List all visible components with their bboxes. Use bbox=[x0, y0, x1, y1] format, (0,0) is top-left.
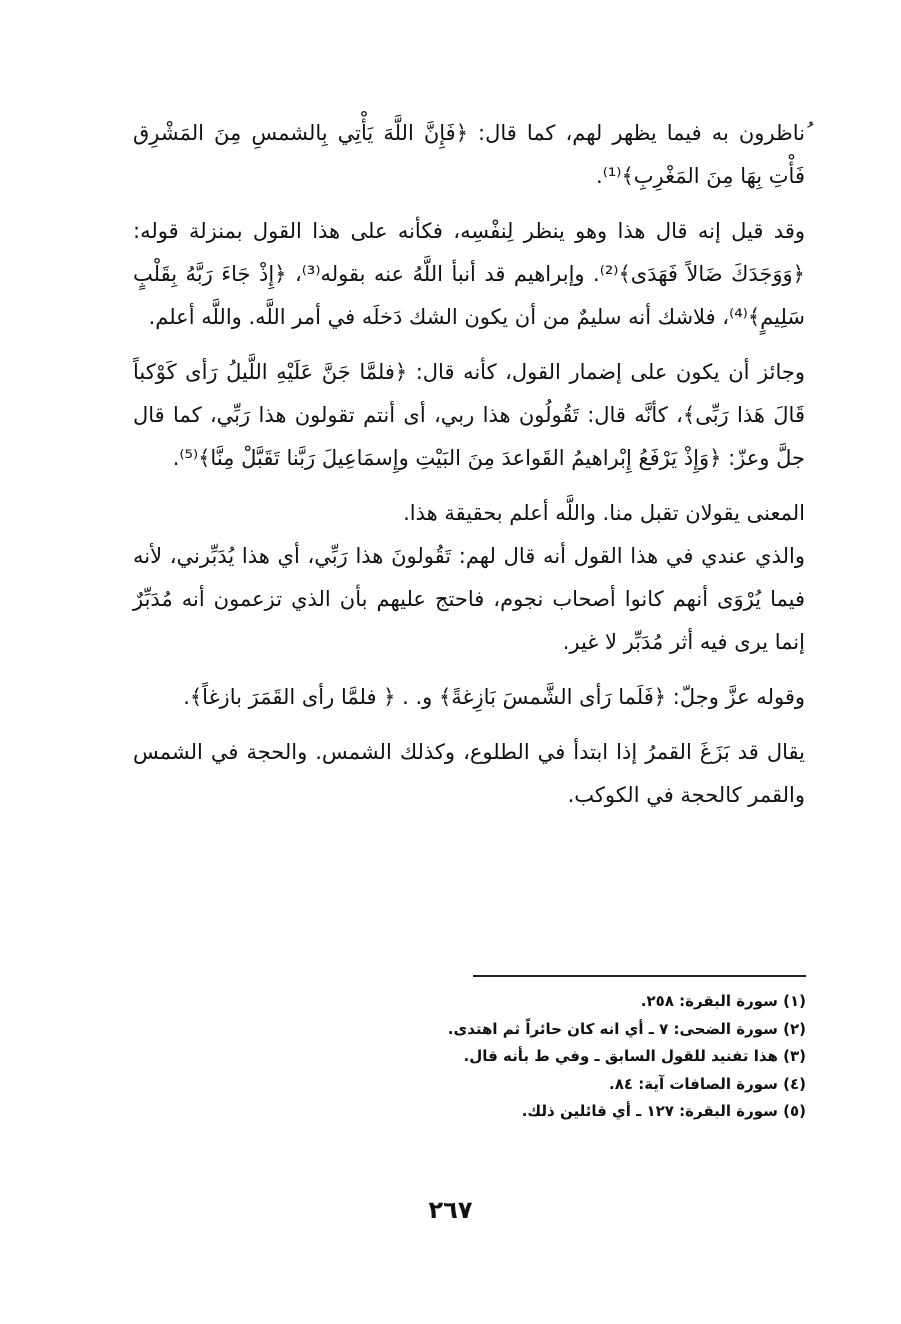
paragraph-1: ُناظرون به فيما يظهر لهم، كما قال: ﴿فَإِنَّ اللَّهَ يَأْتِي بِالشمسِ مِنَ المَشْرِق فَأْتِ بِهَا مِنَ المَغْرِبِ﴾⁽¹⁾. bbox=[133, 121, 805, 188]
paragraph-4: المعنى يقولان تقبل منا. واللَّه أعلم بحقيقة هذا. bbox=[403, 501, 805, 525]
paragraph-7: يقال قد بَزَغَ القمرُ إذا ابتدأ في الطلوع، وكذلك الشمس. والحجة في الشمس والقمر كالحجة في الكوكب. bbox=[133, 740, 805, 807]
paragraph-6: وقوله عزَّ وجلّ: ﴿فَلَما رَأى الشَّمسَ بَازِغةً﴾ و. . ﴿ فلمَّا رأى القَمَرَ بازغاً﴾. bbox=[183, 685, 805, 709]
paragraph-2: وقد قيل إنه قال هذا وهو ينظر لِنفْسِه، فكأنه على هذا القول بمنزلة قوله: ﴿وَوَجَدَكَ ضَالاً فَهَدَى﴾⁽²⁾. وإبراهيم قد أنبأ اللَّهُ عنه بقوله⁽³⁾، ﴿إِذْ جَاءَ رَبَّهُ بِقَلْبٍ سَلِيمٍ﴾⁽⁴⁾، فلاشك أنه سليمٌ من أن يكون الشك دَخلَه في أمر اللَّه. واللَّه أعلم. bbox=[133, 219, 805, 329]
page-number: ٢٦٧ bbox=[428, 1196, 473, 1224]
footnote-divider bbox=[473, 975, 806, 977]
paragraph-3: وجائز أن يكون على إضمار القول، كأنه قال: ﴿فلمَّا جَنَّ عَلَيْهِ اللَّيلُ رَأى كَوْكباً قَالَ هَذا رَبِّى﴾، كأنَّه قال: تَقُولُون هذا ربي، أى أنتم تقولون هذا رَبِّي، كما قال جلَّ وعزّ: ﴿وَإِذْ يَرْفَعُ إِبْراهيمُ القَواعدَ مِنَ البَيْتِ وإِسمَاعِيلَ رَبَّنا تَقَبَّلْ مِنَّا﴾⁽⁵⁾. bbox=[133, 360, 805, 470]
footnote-3: (٣) هذا تفنيد للقول السابق ـ وفي ط بأنه قال. bbox=[463, 1047, 806, 1065]
footnote-1: (١) سورة البقرة: ٢٥٨. bbox=[640, 992, 806, 1010]
footnote-5: (٥) سورة البقرة: ١٢٧ ـ أي قائلين ذلك. bbox=[521, 1102, 806, 1120]
footnotes bbox=[386, 988, 806, 1126]
footnote-4: (٤) سورة الصافات آية: ٨٤. bbox=[608, 1074, 806, 1093]
paragraph-5: والذي عندي في هذا القول أنه قال لهم: تَقُولونَ هذا رَبِّي، أي هذا يُدَبِّرني، لأنه فيما يُرْوَى أنهم كانوا أصحاب نجوم، فاحتج عليهم بأن الذي تزعمون أنه مُدَبِّرٌ إنما يرى فيه أثر مُدَبِّر لا غير. bbox=[133, 544, 805, 654]
footnote-2: (٢) سورة الضحى: ٧ ـ أي انه كان حائراً ثم اهتدى. bbox=[447, 1019, 806, 1038]
main-text bbox=[133, 112, 805, 829]
